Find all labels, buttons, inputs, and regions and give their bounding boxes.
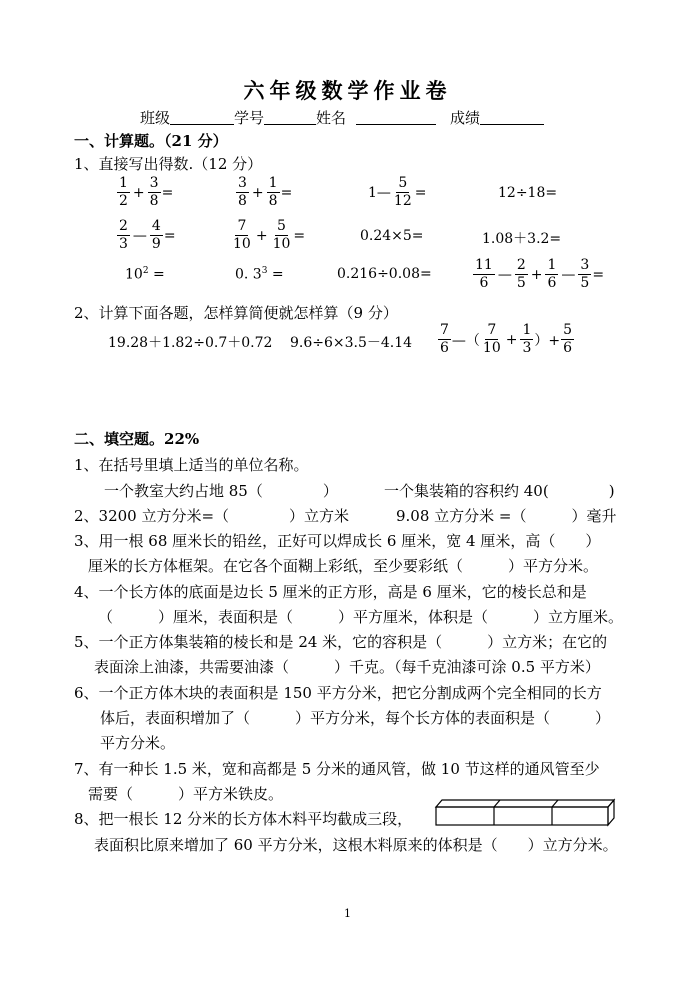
page-title: 六年级数学作业卷 (243, 78, 452, 103)
student-info-line (140, 107, 544, 128)
fill-q1-a: 一个教室大约占地 85（ ） (104, 482, 338, 500)
q1-item-h: 1.08＋3.2= (482, 231, 562, 247)
fill-q3-line2: 厘米的长方体框架。在它各个面糊上彩纸，至少要彩纸（ ）平方分米。 (88, 557, 599, 575)
q2-expr-1: 19.28＋1.82÷0.7＋0.72 (108, 335, 273, 351)
fill-q7-line2: 需要（ ）平方米铁皮。 (88, 785, 284, 803)
fill-q8-line1: 8、把一根长 12 分米的长方体木料平均截成三段， (74, 810, 413, 828)
section2-heading: 二、填空题。22% (74, 430, 200, 448)
q1-item-c: 1— $\frac{5}{12}$ = (368, 175, 427, 209)
fill-q5-line1: 5、一个正方体集装箱的棱长和是 24 米，它的容积是（ ）立方米；在它的 (74, 633, 608, 651)
class-label: 班级 (140, 109, 171, 127)
q1-item-l: $\frac{11}{6}$ — $\frac{2}{5}$ + $\frac{1}{6}$ — $\frac{3}{5}$ = (475, 257, 605, 291)
q2-heading: 2、计算下面各题，怎样算简便就怎样算（9 分） (74, 304, 398, 322)
q1-item-f: $\frac{7}{10}$ + $\frac{5}{10}$ = (233, 218, 306, 252)
q1-item-b: $\frac{3}{8}$ + $\frac{1}{8}$ = (238, 175, 293, 209)
name-blank[interactable] (356, 110, 436, 125)
q1-heading: 1、直接写出得数.（12 分） (74, 155, 263, 173)
q1-item-i: $10^2$ = (125, 266, 165, 283)
q1-item-d: 12÷18= (498, 185, 558, 201)
id-label: 学号 (234, 109, 265, 127)
q1-item-e: $\frac{2}{3}$ — $\frac{4}{9}$ = (119, 218, 176, 252)
score-label: 成绩 (450, 109, 481, 127)
q1-item-j: 0. $3^3$ = (235, 266, 284, 283)
fill-q2-a: 2、3200 立方分米=（ ）立方米 (74, 507, 350, 525)
fill-q6-line2: 体后，表面积增加了（ ）平方分米，每个长方体的表面积是（ ） (100, 709, 611, 727)
fill-q4-line2: （ ）厘米，表面积是（ ）平方厘米，体积是（ ）立方厘米。 (98, 608, 624, 626)
q1-item-g: 0.24×5= (360, 228, 424, 244)
q2-expr-2: 9.6÷6×3.5－4.14 (290, 335, 413, 351)
fill-q3-line1: 3、用一根 68 厘米长的铅丝，正好可以焊成长 6 厘米，宽 4 厘米，高（ ） (74, 532, 601, 550)
q2-expr-3: $\frac{7}{6}$ —（ $\frac{7}{10}$ + $\frac{1}{3}$ ）+ $\frac{5}{6}$ (440, 322, 573, 356)
fill-q5-line2: 表面涂上油漆，共需要油漆（ ）千克。（每千克油漆可涂 0.5 平方米） (94, 658, 600, 676)
wood-block-diagram (434, 797, 618, 827)
fill-q4-line1: 4、一个长方体的底面是边长 5 厘米的正方形，高是 6 厘米，它的棱长总和是 (74, 583, 587, 601)
id-blank[interactable] (264, 110, 316, 125)
fill-q7-line1: 7、有一种长 1.5 米，宽和高都是 5 分米的通风管，做 10 节这样的通风管至少 (74, 760, 600, 778)
page-number: 1 (344, 907, 351, 920)
section1-heading: 一、计算题。（21 分） (74, 132, 228, 150)
fill-q1-line1: 1、在括号里填上适当的单位名称。 (74, 456, 309, 474)
fill-q8-line2: 表面积比原来增加了 60 平方分米，这根木料原来的体积是（ ）立方分米。 (94, 836, 618, 854)
class-blank[interactable] (170, 110, 234, 125)
fill-q6-line1: 6、一个正方体木块的表面积是 150 平方分米，把它分割成两个完全相同的长方 (74, 684, 602, 702)
name-label: 姓名 (316, 109, 347, 127)
score-blank[interactable] (480, 110, 544, 125)
fill-q1-b: 一个集装箱的容积约 40( ) (384, 482, 615, 500)
fill-q2-b: 9.08 立方分米 =（ ）毫升 (396, 507, 617, 525)
fill-q6-line3: 平方分米。 (100, 734, 176, 752)
q1-item-a: $\frac{1}{2}$ + $\frac{3}{8}$ = (119, 175, 174, 209)
q1-item-k: 0.216÷0.08= (337, 266, 432, 282)
